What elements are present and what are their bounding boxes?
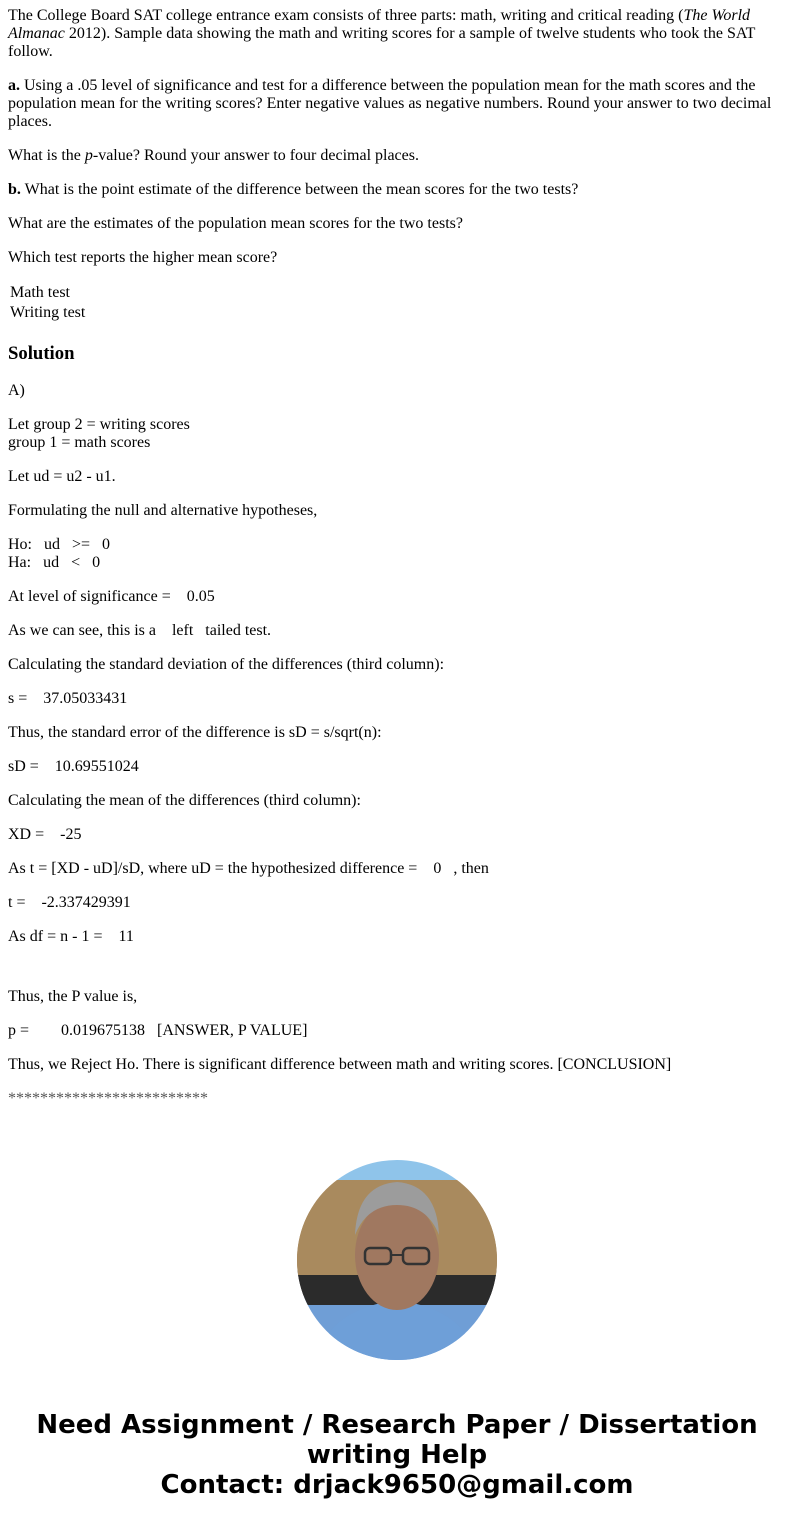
alt-hypothesis: Ha: ud < 0 bbox=[8, 554, 101, 571]
significance-level: At level of significance = 0.05 bbox=[8, 588, 215, 605]
sd-value: sD = 10.69551024 bbox=[8, 758, 139, 775]
tail-type: As we can see, this is a left tailed test. bbox=[8, 622, 272, 639]
hypotheses bbox=[8, 536, 786, 572]
part-b-question bbox=[8, 181, 786, 199]
promo-contact: Contact: drjack9650@gmail.com bbox=[160, 1470, 634, 1500]
part-a-question bbox=[8, 77, 786, 131]
pvalue-italic: p bbox=[84, 147, 93, 164]
part-b-text: What is the point estimate of the difference between the mean scores for the two tests? bbox=[20, 181, 579, 198]
portrait-icon bbox=[297, 1160, 497, 1360]
t-value: t = -2.337429391 bbox=[8, 894, 131, 911]
pvalue-intro: Thus, the P value is, bbox=[8, 988, 138, 1005]
part-label: A) bbox=[8, 382, 25, 399]
t-formula: As t = [XD - uD]/sD, where uD = the hypothesized difference = 0 , then bbox=[8, 860, 489, 877]
author-avatar bbox=[297, 1160, 497, 1360]
promo-line-1: Need Assignment / Research Paper / Dissertation bbox=[36, 1410, 758, 1440]
pvalue-question bbox=[8, 147, 786, 165]
intro-text: The College Board SAT college entrance exam consists of three parts: math, writing and critical reading ( bbox=[8, 7, 684, 24]
p-value-answer: p = 0.019675138 [ANSWER, P VALUE] bbox=[8, 1022, 308, 1039]
answer-options bbox=[10, 283, 786, 323]
promo-line-2: writing Help bbox=[306, 1440, 488, 1470]
null-hypothesis: Ho: ud >= 0 bbox=[8, 536, 111, 553]
promo-banner bbox=[0, 1410, 794, 1500]
separator: ************************* bbox=[8, 1090, 208, 1107]
solution-heading: Solution bbox=[8, 343, 75, 364]
group2-text: Let group 2 = writing scores bbox=[8, 416, 190, 433]
document bbox=[0, 7, 794, 1108]
part-b-label: b. bbox=[8, 181, 21, 198]
part-a-label: a. bbox=[8, 77, 20, 94]
part-a-text: Using a .05 level of significance and test for a difference between the population mean for the math scores and the population mean for the writing scores? Enter negative values as negative numbers. Round your answer to two decimal places. bbox=[8, 77, 772, 130]
s-value: s = 37.05033431 bbox=[8, 690, 128, 707]
group1-text: group 1 = math scores bbox=[8, 434, 151, 451]
option-math-test[interactable]: Math test bbox=[10, 284, 70, 301]
option-writing-test[interactable]: Writing test bbox=[10, 304, 86, 321]
pvalue-text-pre: What is the bbox=[8, 147, 85, 164]
df-value: As df = n - 1 = 11 bbox=[8, 928, 134, 945]
pvalue-text-post: -value? Round your answer to four decimal places. bbox=[92, 147, 419, 164]
se-text: Thus, the standard error of the difference is sD = s/sqrt(n): bbox=[8, 724, 382, 741]
intro-paragraph bbox=[8, 7, 786, 61]
higher-mean-question: Which test reports the higher mean score? bbox=[8, 249, 278, 266]
formulating-text: Formulating the null and alternative hypotheses, bbox=[8, 502, 318, 519]
intro-text-end: 2012). Sample data showing the math and writing scores for a sample of twelve students who took the SAT follow. bbox=[8, 25, 756, 60]
ud-definition: Let ud = u2 - u1. bbox=[8, 468, 116, 485]
sd-calc-text: Calculating the standard deviation of the differences (third column): bbox=[8, 656, 445, 673]
source-citation: The World Almanac bbox=[8, 7, 751, 42]
group-definitions bbox=[8, 416, 786, 452]
mean-calc-text: Calculating the mean of the differences (third column): bbox=[8, 792, 361, 809]
xd-value: XD = -25 bbox=[8, 826, 82, 843]
estimates-question: What are the estimates of the population mean scores for the two tests? bbox=[8, 215, 463, 232]
conclusion: Thus, we Reject Ho. There is significant difference between math and writing scores. [CONCLUSION] bbox=[8, 1056, 672, 1073]
